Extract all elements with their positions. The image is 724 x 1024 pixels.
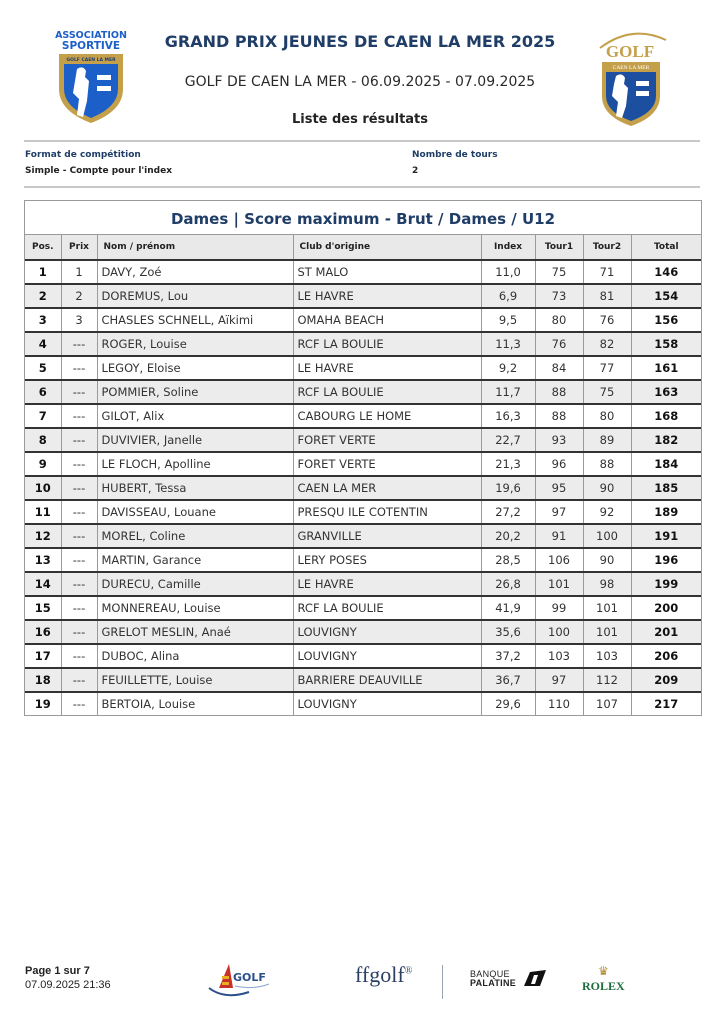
table-row: [25, 404, 701, 428]
banque-line1: BANQUE: [470, 969, 510, 979]
cell-index: 20,2: [481, 524, 535, 548]
format-label: Format de compétition: [25, 150, 141, 160]
ffgolf-logo: [355, 962, 412, 988]
cell-tour1: 88: [535, 404, 583, 428]
cell-prix: ---: [61, 644, 97, 668]
cell-pos: 13: [25, 548, 61, 572]
cell-prix: ---: [61, 548, 97, 572]
cell-club: OMAHA BEACH: [293, 308, 481, 332]
cell-tour2: 112: [583, 668, 631, 692]
association-sportive-logo: [55, 27, 127, 125]
cell-index: 9,5: [481, 308, 535, 332]
table-row: [25, 260, 701, 284]
cell-prix: ---: [61, 692, 97, 715]
logo-left-line2: SPORTIVE: [61, 40, 121, 52]
cell-total: 189: [631, 500, 701, 524]
cell-prix: ---: [61, 356, 97, 380]
cell-total: 161: [631, 356, 701, 380]
table-row: [25, 644, 701, 668]
cell-club: LE HAVRE: [293, 284, 481, 308]
cell-club: RCF LA BOULIE: [293, 380, 481, 404]
cell-name: DAVY, Zoé: [97, 260, 293, 284]
table-row: [25, 668, 701, 692]
col-header-tour1: Tour1: [535, 235, 583, 260]
cell-tour2: 88: [583, 452, 631, 476]
cell-prix: ---: [61, 428, 97, 452]
cell-pos: 12: [25, 524, 61, 548]
cell-name: LEGOY, Eloise: [97, 356, 293, 380]
cell-total: 163: [631, 380, 701, 404]
cell-name: DAVISSEAU, Louane: [97, 500, 293, 524]
palatine-sail-icon: [522, 968, 548, 988]
page-title: GRAND PRIX JEUNES DE CAEN LA MER 2025: [164, 32, 556, 51]
cell-name: MARTIN, Garance: [97, 548, 293, 572]
cell-tour2: 89: [583, 428, 631, 452]
cell-tour1: 110: [535, 692, 583, 715]
meta-divider: [24, 186, 700, 188]
cell-club: LE HAVRE: [293, 356, 481, 380]
cell-tour1: 106: [535, 548, 583, 572]
cell-pos: 3: [25, 308, 61, 332]
cell-name: FEUILLETTE, Louise: [97, 668, 293, 692]
cell-pos: 18: [25, 668, 61, 692]
table-row: [25, 476, 701, 500]
results-table-title: Dames | Score maximum - Brut / Dames / U12: [25, 201, 701, 235]
cell-club: LERY POSES: [293, 548, 481, 572]
cell-total: 200: [631, 596, 701, 620]
sponsor-divider: [442, 965, 443, 999]
cell-tour1: 99: [535, 596, 583, 620]
cell-pos: 8: [25, 428, 61, 452]
cell-club: LOUVIGNY: [293, 620, 481, 644]
cell-prix: ---: [61, 572, 97, 596]
cell-pos: 15: [25, 596, 61, 620]
cell-name: CHASLES SCHNELL, Aïkimi: [97, 308, 293, 332]
cell-total: 199: [631, 572, 701, 596]
cell-tour2: 80: [583, 404, 631, 428]
cell-name: MONNEREAU, Louise: [97, 596, 293, 620]
cell-tour1: 80: [535, 308, 583, 332]
rolex-logo: ROLEX: [582, 979, 625, 993]
cell-tour2: 100: [583, 524, 631, 548]
cell-total: 206: [631, 644, 701, 668]
cell-club: BARRIERE DEAUVILLE: [293, 668, 481, 692]
cell-tour1: 73: [535, 284, 583, 308]
cell-name: GRELOT MESLIN, Anaé: [97, 620, 293, 644]
cell-tour1: 103: [535, 644, 583, 668]
cell-index: 21,3: [481, 452, 535, 476]
cell-prix: 1: [61, 260, 97, 284]
table-row: [25, 524, 701, 548]
cell-tour2: 71: [583, 260, 631, 284]
cell-prix: ---: [61, 404, 97, 428]
table-row: [25, 452, 701, 476]
cell-tour1: 96: [535, 452, 583, 476]
cell-club: PRESQU ILE COTENTIN: [293, 500, 481, 524]
cell-pos: 10: [25, 476, 61, 500]
cell-club: FORET VERTE: [293, 428, 481, 452]
cell-club: FORET VERTE: [293, 452, 481, 476]
cell-name: LE FLOCH, Apolline: [97, 452, 293, 476]
table-row: [25, 620, 701, 644]
cell-tour2: 77: [583, 356, 631, 380]
cell-prix: 2: [61, 284, 97, 308]
cell-total: 158: [631, 332, 701, 356]
cell-club: LOUVIGNY: [293, 692, 481, 715]
cell-index: 19,6: [481, 476, 535, 500]
cell-tour2: 81: [583, 284, 631, 308]
cell-total: 209: [631, 668, 701, 692]
cell-index: 11,3: [481, 332, 535, 356]
cell-club: ST MALO: [293, 260, 481, 284]
cell-club: CABOURG LE HOME: [293, 404, 481, 428]
cell-total: 146: [631, 260, 701, 284]
golf-caen-la-mer-logo: [592, 30, 672, 128]
registered-mark-icon: ®: [404, 965, 413, 977]
cell-tour2: 107: [583, 692, 631, 715]
cell-total: 154: [631, 284, 701, 308]
cell-pos: 7: [25, 404, 61, 428]
cell-name: ROGER, Louise: [97, 332, 293, 356]
col-header-total: Total: [631, 235, 701, 260]
cell-index: 36,7: [481, 668, 535, 692]
cell-name: POMMIER, Soline: [97, 380, 293, 404]
cell-pos: 2: [25, 284, 61, 308]
table-row: [25, 548, 701, 572]
cell-pos: 16: [25, 620, 61, 644]
cell-name: HUBERT, Tessa: [97, 476, 293, 500]
logo-right-word: GOLF: [605, 42, 655, 61]
cell-index: 37,2: [481, 644, 535, 668]
cell-index: 28,5: [481, 548, 535, 572]
logo-right-band: CAEN LA MER: [612, 65, 650, 71]
table-row: [25, 428, 701, 452]
format-value: Simple - Compte pour l'index: [25, 166, 173, 176]
cell-name: DURECU, Camille: [97, 572, 293, 596]
cell-club: GRANVILLE: [293, 524, 481, 548]
list-heading: Liste des résultats: [291, 112, 429, 127]
table-row: [25, 572, 701, 596]
cell-index: 35,6: [481, 620, 535, 644]
cell-tour2: 101: [583, 620, 631, 644]
cell-total: 196: [631, 548, 701, 572]
cell-total: 185: [631, 476, 701, 500]
cell-total: 156: [631, 308, 701, 332]
cell-total: 191: [631, 524, 701, 548]
event-subtitle: GOLF DE CAEN LA MER - 06.09.2025 - 07.09.2025: [184, 74, 536, 90]
cell-tour1: 91: [535, 524, 583, 548]
print-datetime: 07.09.2025 21:36: [25, 979, 111, 991]
logo-left-band: GOLF CAEN LA MER: [66, 58, 116, 63]
ligue-golf-normandie-logo: [205, 960, 273, 1000]
cell-pos: 5: [25, 356, 61, 380]
cell-total: 168: [631, 404, 701, 428]
cell-tour1: 97: [535, 500, 583, 524]
cell-pos: 14: [25, 572, 61, 596]
results-table: [24, 200, 702, 716]
cell-index: 16,3: [481, 404, 535, 428]
col-header-club: Club d'origine: [293, 235, 481, 260]
table-row: [25, 380, 701, 404]
cell-tour1: 95: [535, 476, 583, 500]
cell-tour1: 97: [535, 668, 583, 692]
cell-prix: ---: [61, 380, 97, 404]
banque-line2: PALATINE: [470, 978, 517, 988]
col-header-pos: Pos.: [25, 235, 61, 260]
cell-tour1: 93: [535, 428, 583, 452]
cell-pos: 6: [25, 380, 61, 404]
cell-index: 11,0: [481, 260, 535, 284]
cell-pos: 1: [25, 260, 61, 284]
col-header-tour2: Tour2: [583, 235, 631, 260]
cell-name: DUVIVIER, Janelle: [97, 428, 293, 452]
ligue-logo-text: GOLF: [233, 971, 266, 984]
table-header-row: [25, 235, 701, 260]
ffgolf-text: ffgolf: [355, 962, 405, 987]
banque-palatine-logo: [470, 970, 516, 988]
cell-pos: 4: [25, 332, 61, 356]
cell-prix: ---: [61, 452, 97, 476]
cell-total: 201: [631, 620, 701, 644]
cell-total: 182: [631, 428, 701, 452]
cell-name: GILOT, Alix: [97, 404, 293, 428]
rolex-crown-icon: ♛: [598, 964, 609, 978]
col-header-prix: Prix: [61, 235, 97, 260]
cell-index: 29,6: [481, 692, 535, 715]
cell-tour2: 92: [583, 500, 631, 524]
cell-tour1: 101: [535, 572, 583, 596]
cell-club: CAEN LA MER: [293, 476, 481, 500]
cell-club: RCF LA BOULIE: [293, 596, 481, 620]
cell-tour2: 90: [583, 476, 631, 500]
page-number: Page 1 sur 7: [25, 965, 90, 977]
cell-tour1: 75: [535, 260, 583, 284]
table-row: [25, 308, 701, 332]
rounds-label: Nombre de tours: [412, 150, 498, 160]
cell-tour2: 101: [583, 596, 631, 620]
cell-prix: 3: [61, 308, 97, 332]
cell-prix: ---: [61, 524, 97, 548]
cell-index: 22,7: [481, 428, 535, 452]
cell-name: DOREMUS, Lou: [97, 284, 293, 308]
table-row: [25, 596, 701, 620]
table-row: [25, 284, 701, 308]
cell-club: RCF LA BOULIE: [293, 332, 481, 356]
cell-index: 11,7: [481, 380, 535, 404]
cell-prix: ---: [61, 596, 97, 620]
cell-tour2: 90: [583, 548, 631, 572]
cell-club: LOUVIGNY: [293, 644, 481, 668]
table-row: [25, 692, 701, 715]
cell-name: BERTOIA, Louise: [97, 692, 293, 715]
cell-index: 9,2: [481, 356, 535, 380]
cell-pos: 9: [25, 452, 61, 476]
cell-prix: ---: [61, 500, 97, 524]
cell-index: 41,9: [481, 596, 535, 620]
cell-pos: 11: [25, 500, 61, 524]
cell-tour2: 103: [583, 644, 631, 668]
cell-name: DUBOC, Alina: [97, 644, 293, 668]
logo-left-line1: ASSOCIATION: [55, 30, 127, 41]
table-row: [25, 332, 701, 356]
cell-club: LE HAVRE: [293, 572, 481, 596]
cell-name: MOREL, Coline: [97, 524, 293, 548]
cell-index: 27,2: [481, 500, 535, 524]
cell-tour2: 82: [583, 332, 631, 356]
col-header-name: Nom / prénom: [97, 235, 293, 260]
cell-total: 184: [631, 452, 701, 476]
cell-index: 6,9: [481, 284, 535, 308]
cell-pos: 19: [25, 692, 61, 715]
table-row: [25, 356, 701, 380]
cell-pos: 17: [25, 644, 61, 668]
cell-tour1: 88: [535, 380, 583, 404]
cell-tour2: 76: [583, 308, 631, 332]
cell-prix: ---: [61, 620, 97, 644]
cell-tour2: 98: [583, 572, 631, 596]
cell-index: 26,8: [481, 572, 535, 596]
cell-tour2: 75: [583, 380, 631, 404]
cell-tour1: 84: [535, 356, 583, 380]
table-row: [25, 500, 701, 524]
cell-tour1: 76: [535, 332, 583, 356]
cell-tour1: 100: [535, 620, 583, 644]
rounds-value: 2: [412, 166, 419, 176]
col-header-index: Index: [481, 235, 535, 260]
cell-prix: ---: [61, 476, 97, 500]
cell-total: 217: [654, 697, 679, 711]
header-divider: [24, 140, 700, 142]
cell-prix: ---: [61, 332, 97, 356]
cell-prix: ---: [61, 668, 97, 692]
